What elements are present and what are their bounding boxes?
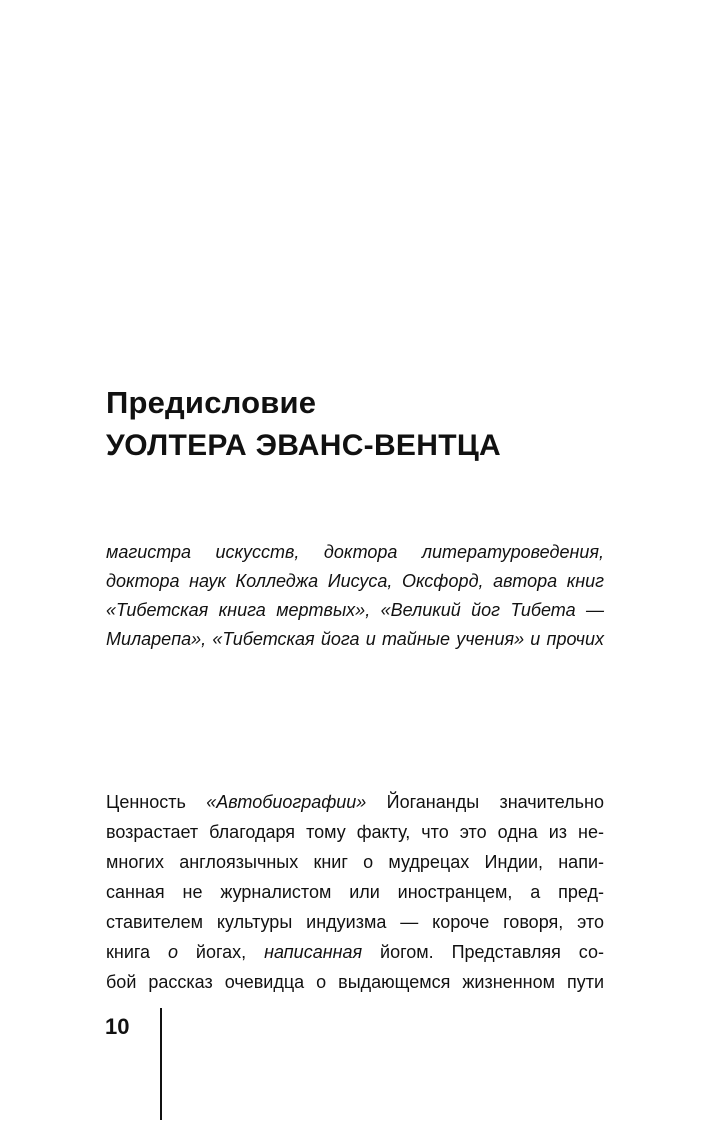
text-run: книга bbox=[106, 942, 168, 962]
text-run: йогах, bbox=[177, 942, 265, 962]
credentials-line: Миларепа», «Тибетская йога и тайные учения» и прочих bbox=[106, 629, 604, 649]
heading-author: УОЛТЕРА ЭВАНС-ВЕНТЦА bbox=[106, 429, 502, 462]
text-run: Ценность bbox=[106, 792, 207, 812]
margin-rule-divider bbox=[160, 1008, 162, 1120]
emphasis-italic: о bbox=[167, 942, 178, 962]
credentials-line: «Тибетская книга мертвых», «Великий йог Тибета — bbox=[106, 600, 604, 620]
credentials-line: магистра искусств, доктора литературоведения, bbox=[106, 542, 604, 562]
paragraph-line: ставителем культуры индуизма — короче говоря, это bbox=[106, 912, 604, 932]
emphasis-italic: написанная bbox=[264, 942, 363, 962]
page-number: 10 bbox=[105, 1014, 130, 1039]
credentials-line: доктора наук Колледжа Иисуса, Оксфорд, автора книг bbox=[106, 571, 604, 591]
paragraph-line: возрастает благодаря тому факту, что это одна из не- bbox=[106, 822, 604, 842]
paragraph-line: многих англоязычных книг о мудрецах Индии, напи- bbox=[106, 852, 604, 872]
book-title-italic: «Автобиографии» bbox=[206, 792, 367, 812]
paragraph-line: бой рассказ очевидца о выдающемся жизненном пути bbox=[106, 972, 604, 992]
paragraph-line bbox=[106, 787, 604, 817]
paragraph-line: санная не журналистом или иностранцем, а пред- bbox=[106, 882, 604, 902]
body-paragraph bbox=[106, 787, 604, 997]
paragraph-line bbox=[106, 937, 604, 967]
heading-title: Предисловие bbox=[106, 385, 317, 420]
text-run: йогом. Представляя со- bbox=[362, 942, 604, 962]
chapter-heading bbox=[106, 382, 626, 468]
author-credentials bbox=[106, 538, 604, 654]
text-run: Йогананды значительно bbox=[366, 792, 604, 812]
